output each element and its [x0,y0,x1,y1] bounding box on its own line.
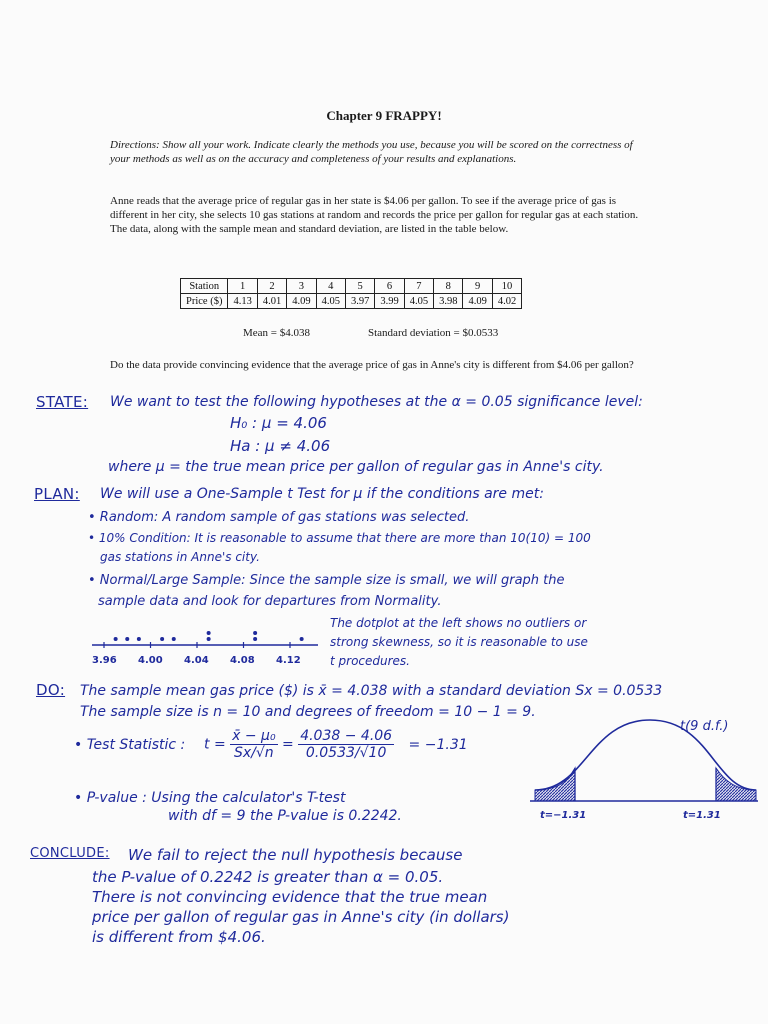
table-cell: 4.13 [228,294,257,309]
table-cell: 10 [492,279,521,294]
dotplot-point [137,637,141,641]
right-t-label: t=1.31 [683,810,721,821]
ten-percent-condition: • 10% Condition: It is reasonable to assume that there are more than 10(10) = 100 [88,531,591,545]
dotplot-point [160,637,164,641]
data-table [180,278,522,309]
conclusion-line-2: the P-value of 0.2242 is greater than α = 0.05. [92,868,444,886]
dotplot-point [207,631,211,635]
table-cell: 3.97 [345,294,374,309]
p-value-line: with df = 9 the P-value is 0.2242. [168,808,402,824]
table-cell: 6 [375,279,404,294]
row-label: Price ($) [181,294,228,309]
state-label: STATE: [36,393,89,411]
do-line-1: The sample mean gas price ($) is x̄ = 4.038 with a standard deviation Sx = 0.0533 [80,683,663,699]
dotplot-note-3: t procedures. [330,654,410,668]
table-cell: 4.09 [287,294,316,309]
conclusion-line-4: price per gallon of regular gas in Anne's city (in dollars) [92,908,510,926]
station-row [181,279,522,294]
normal-condition-cont: sample data and look for departures from Normality. [98,594,442,609]
do-line-2: The sample size is n = 10 and degrees of freedom = 10 − 1 = 9. [80,704,536,720]
table-cell: 3.98 [434,294,463,309]
conclusion-line-1: We fail to reject the null hypothesis because [128,846,463,864]
state-line: We want to test the following hypotheses at the α = 0.05 significance level: [110,394,643,410]
table-cell: 4.05 [316,294,345,309]
conclusion-line-3: There is not convincing evidence that the true mean [92,888,488,906]
question-text: Do the data provide convincing evidence that the average price of gas in Anne's city is different from $4.06 per gallon? [110,359,634,371]
left-tail-shading [535,768,575,801]
mean-text: Mean = $4.038 [243,327,310,339]
alt-hypothesis: Ha : μ ≠ 4.06 [230,437,331,455]
table-cell: 3 [287,279,316,294]
table-cell: 4.02 [492,294,521,309]
dotplot-point [207,637,211,641]
tick-label: 3.96 [92,655,117,666]
table-cell: 9 [463,279,492,294]
table-cell: 5 [345,279,374,294]
dotplot-point [300,637,304,641]
dotplot-point [253,637,257,641]
price-row [181,294,522,309]
dotplot-dots [114,631,304,641]
table-cell: 8 [434,279,463,294]
parameter-definition: where μ = the true mean price per gallon of regular gas in Anne's city. [108,459,604,475]
conclude-label: CONCLUDE: [30,846,110,861]
table-cell: 4.05 [404,294,433,309]
normal-condition: • Normal/Large Sample: Since the sample size is small, we will graph the [88,573,565,588]
test-statistic-formula: t = $\frac{\text{x̄ − μ₀}}{Sx/√n}$ = $\frac{4.038 - 4.06}{0.0533/√10}$ = −1.31 [204,728,468,761]
table-cell: 3.99 [375,294,404,309]
plan-line: We will use a One-Sample t Test for μ if the conditions are met: [100,486,544,502]
left-t-label: t=−1.31 [540,810,587,821]
dotplot-note-1: The dotplot at the left shows no outliers or [330,616,587,630]
p-value-label: • P-value : Using the calculator's T-test [74,790,346,806]
random-condition: • Random: A random sample of gas stations was selected. [88,510,470,525]
dotplot-point [172,637,176,641]
dotplot-ticks [104,642,290,648]
dotplot-note-2: strong skewness, so it is reasonable to use [330,635,588,649]
table-cell: 4 [316,279,345,294]
table-cell: 2 [257,279,286,294]
conclusion-line-5: is different from $4.06. [92,928,266,946]
table-cell: 1 [228,279,257,294]
tick-label: 4.00 [138,655,163,666]
problem-text: Anne reads that the average price of regular gas in her state is $4.06 per gallon. To see if the average price of gas is different in her city, she selects 10 gas stations at random and records the price per gallon for regular gas at each station. The data, along with the sample mean and standard deviation, are listed in the table below. [110,195,639,235]
test-statistic-label: • Test Statistic : [74,737,186,753]
directions-text: Directions: Show all your work. Indicate clearly the methods you use, because you will be scored on the correctness of your methods as well as on the accuracy and completeness of your results and explanations. [110,139,633,165]
tick-label: 4.04 [184,655,209,666]
table-cell: 7 [404,279,433,294]
ten-percent-condition-cont: gas stations in Anne's city. [100,550,260,564]
dotplot-point [125,637,129,641]
page-title: Chapter 9 FRAPPY! [326,108,442,123]
row-label: Station [181,279,228,294]
curve-label: t(9 d.f.) [680,719,729,734]
do-label: DO: [36,681,66,699]
tick-label: 4.08 [230,655,255,666]
right-tail-shading [716,768,756,801]
null-hypothesis: H₀ : μ = 4.06 [230,414,327,432]
plan-label: PLAN: [34,485,80,503]
sd-text: Standard deviation = $0.0533 [368,327,499,339]
table-cell: 4.09 [463,294,492,309]
dotplot-point [114,637,118,641]
table-cell: 4.01 [257,294,286,309]
tick-label: 4.12 [276,655,301,666]
dotplot-point [253,631,257,635]
